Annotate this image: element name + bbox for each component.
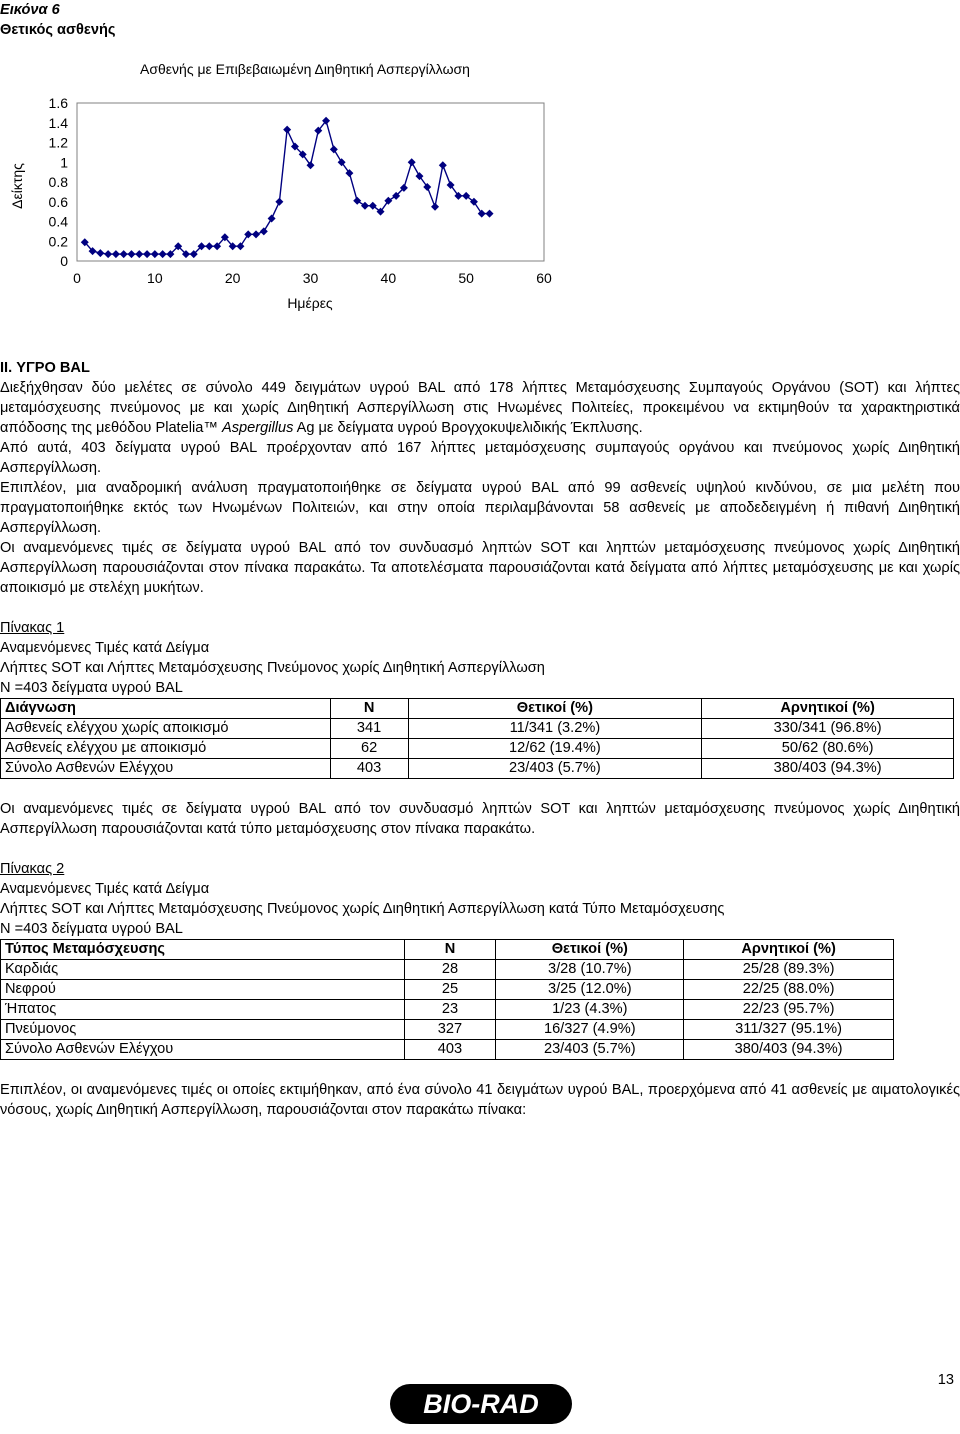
table2-header-1: N (404, 940, 496, 960)
table-cell: 62 (330, 739, 408, 759)
table1-line3: N =403 δείγματα υγρού BAL (0, 680, 183, 696)
table1-line1: Αναμενόμενες Τιμές κατά Δείγμα (0, 640, 210, 656)
x-tick-label: 0 (73, 270, 81, 286)
table2-line3: N =403 δείγματα υγρού BAL (0, 921, 183, 937)
y-axis-label: Δείκτης (9, 163, 25, 209)
data-point-marker (143, 250, 151, 258)
table-cell: 25 (404, 980, 496, 1000)
figure-heading (0, 0, 115, 40)
paragraph-1 (0, 378, 960, 438)
paragraph-1-text: Διεξήχθησαν δύο μελέτες σε σύνολο 449 δειγμάτων υγρού BAL από 178 λήπτες Μεταμόσχευσης Συμπαγούς Οργάνου (SOT) και λήπτες μεταμόσχευσης πνεύμονος με και χωρίς Διηθητική Ασπεργίλλωση στις Ηνωμένες Πολιτείες, προκειμένου να εκτιμηθούν τα χαρακτηριστικά απόδοσης της μεθόδου Platelia™ (0, 380, 960, 436)
data-point-marker (135, 250, 143, 258)
data-point-marker (120, 250, 128, 258)
data-point-marker (112, 250, 120, 258)
table-cell: 23/403 (5.7%) (408, 759, 702, 779)
table-cell: Καρδιάς (1, 960, 405, 980)
table-cell: 23/403 (5.7%) (496, 1040, 684, 1060)
table-row (1, 719, 954, 739)
table-cell: Ασθενείς ελέγχου με αποικισμό (1, 739, 331, 759)
table2-line1: Αναμενόμενες Τιμές κατά Δείγμα (0, 881, 210, 897)
x-tick-label: 60 (536, 270, 552, 286)
data-point-marker (236, 242, 244, 250)
data-point-marker (159, 250, 167, 258)
data-point-marker (283, 126, 291, 134)
y-tick-label: 0.2 (48, 233, 68, 250)
paragraph-5: Οι αναμενόμενες τιμές σε δείγματα υγρού BAL από τον συνδυασμό ληπτών SOT και ληπτών μεταμόσχευσης πνεύμονος χωρίς Διηθητική Ασπεργίλλωση παρουσιάζονται κατά τύπο μεταμόσχευσης στον πίνακα παρακάτω. (0, 801, 960, 837)
table-cell: 403 (404, 1040, 496, 1060)
table-cell: 22/23 (95.7%) (684, 1000, 894, 1020)
chart-title: Ασθενής με Επιβεβαιωμένη Διηθητική Ασπεργίλλωση (140, 61, 470, 77)
plot-frame (77, 103, 544, 261)
data-point-marker (408, 158, 416, 166)
table-cell: Σύνολο Ασθενών Ελέγχου (1, 1040, 405, 1060)
table-cell: 311/327 (95.1%) (684, 1020, 894, 1040)
table-cell: 50/62 (80.6%) (702, 739, 954, 759)
table-cell: 11/341 (3.2%) (408, 719, 702, 739)
data-point-marker (151, 250, 159, 258)
main-content (0, 358, 960, 1120)
table-cell: 23 (404, 1000, 496, 1020)
x-tick-label: 20 (224, 270, 241, 286)
line-chart (0, 44, 560, 324)
table2-label: Πίνακας 2 (0, 861, 65, 877)
table-cell: Πνεύμονος (1, 1020, 405, 1040)
y-tick-labels (49, 95, 69, 269)
table2 (0, 939, 894, 1060)
paragraph-4: Οι αναμενόμενες τιμές σε δείγματα υγρού BAL από τον συνδυασμό ληπτών SOT και ληπτών μεταμόσχευσης πνεύμονος χωρίς Διηθητική Ασπεργίλλωση παρουσιάζονται στον πίνακα παρακάτω. Τα αποτελέσματα παρουσιάζονται κατά δείγματα από λήπτες μεταμόσχευσης με και χωρίς αποικισμό με στελέχη μυκήτων. (0, 540, 960, 596)
table1-caption (0, 618, 960, 638)
data-point-marker (205, 242, 213, 250)
table-cell: Νεφρού (1, 980, 405, 1000)
data-point-marker (361, 202, 369, 210)
table2-header-3: Αρνητικοί (%) (684, 940, 894, 960)
table-cell: 380/403 (94.3%) (702, 759, 954, 779)
paragraph-2: Από αυτά, 403 δείγματα υγρού BAL προέρχονταν από 167 λήπτες μεταμόσχευσης συμπαγούς οργάνου και πνεύμονος χωρίς Διηθητική Ασπεργίλλωση. (0, 440, 960, 476)
table-row (1, 960, 894, 980)
table-cell: Ήπατος (1, 1000, 405, 1020)
series-markers (81, 117, 494, 258)
data-point-marker (353, 197, 361, 205)
table1 (0, 698, 954, 779)
page-number: 13 (937, 1372, 954, 1388)
table-cell: 16/327 (4.9%) (496, 1020, 684, 1040)
table1-header-2: Θετικοί (%) (408, 699, 702, 719)
data-point-marker (431, 203, 439, 211)
paragraph-1-italic: Aspergillus (221, 420, 294, 436)
data-point-marker (268, 215, 276, 223)
x-axis-label: Ημέρες (287, 295, 333, 311)
table-cell: 25/28 (89.3%) (684, 960, 894, 980)
table-cell: 330/341 (96.8%) (702, 719, 954, 739)
x-tick-label: 50 (458, 270, 474, 286)
data-point-marker (127, 250, 135, 258)
y-tick-label: 0 (60, 253, 68, 269)
x-tick-label: 30 (302, 270, 319, 286)
table-cell: 341 (330, 719, 408, 739)
table1-header-3: Αρνητικοί (%) (702, 699, 954, 719)
table1-header-row (1, 699, 954, 719)
table2-line2: Λήπτες SOT και Λήπτες Μεταμόσχευσης Πνεύμονος χωρίς Διηθητική Ασπεργίλλωση κατά Τύπο Μεταμόσχευσης (0, 901, 725, 917)
data-point-marker (330, 145, 338, 153)
table-row (1, 759, 954, 779)
table-row (1, 1040, 894, 1060)
table-cell: 380/403 (94.3%) (684, 1040, 894, 1060)
section-heading: II. ΥΓΡΟ BAL (0, 360, 90, 376)
x-tick-label: 10 (147, 270, 163, 286)
paragraph-3: Επιπλέον, μια αναδρομική ανάλυση πραγματοποιήθηκε σε δείγματα υγρού BAL από 99 ασθενείς υψηλού κινδύνου, σε μια μελέτη που πραγματοποιήθηκε εκτός των Ηνωμένων Πολιτειών, και στην οποία περιλαμβάνονται 58 ασθενείς με αποδεδειγμένη ή πιθανή Διηθητική Ασπεργίλλωση. (0, 480, 960, 536)
logo-mark (388, 1380, 574, 1428)
x-tick-labels (73, 270, 552, 286)
table1-line2: Λήπτες SOT και Λήπτες Μεταμόσχευσης Πνεύμονος χωρίς Διηθητική Ασπεργίλλωση (0, 660, 545, 676)
y-tick-label: 1.4 (48, 114, 68, 131)
table2-header-0: Τύπος Μεταμόσχευσης (1, 940, 405, 960)
table-cell: 327 (404, 1020, 496, 1040)
table-row (1, 980, 894, 1000)
paragraph-6: Επιπλέον, οι αναμενόμενες τιμές οι οποίες εκτιμήθηκαν, από ένα σύνολο 41 δειγμάτων υγρού BAL, προερχόμενα από 41 ασθενείς με αιματολογικές νόσους, χωρίς Διηθητική Ασπεργίλλωση, παρουσιάζονται στον παρακάτω πίνακα: (0, 1082, 960, 1118)
data-point-marker (486, 210, 494, 218)
y-tick-label: 0.4 (48, 213, 68, 230)
y-tick-label: 1.2 (48, 134, 68, 151)
logo-text: BIO-RAD (423, 1389, 539, 1419)
y-tick-label: 0.6 (48, 193, 68, 210)
data-point-marker (244, 230, 252, 238)
data-point-marker (275, 198, 283, 206)
data-point-marker (104, 250, 112, 258)
y-tick-label: 0.8 (48, 174, 68, 190)
table-cell: 3/28 (10.7%) (496, 960, 684, 980)
table1-label: Πίνακας 1 (0, 620, 65, 636)
table-cell: 22/25 (88.0%) (684, 980, 894, 1000)
data-point-marker (252, 230, 260, 238)
table1-header-0: Διάγνωση (1, 699, 331, 719)
data-point-marker (96, 249, 104, 257)
figure-subtitle: Θετικός ασθενής (0, 22, 116, 38)
data-point-marker (439, 161, 447, 169)
y-tick-label: 1 (60, 154, 68, 171)
table-cell: 12/62 (19.4%) (408, 739, 702, 759)
table-row (1, 1020, 894, 1040)
table2-header-row (1, 940, 894, 960)
figure-label: Εικόνα 6 (0, 2, 60, 18)
table1-header-1: N (330, 699, 408, 719)
data-point-marker (260, 227, 268, 235)
y-tick-label: 1.6 (48, 95, 68, 111)
table-cell: 28 (404, 960, 496, 980)
table-row (1, 739, 954, 759)
table-row (1, 1000, 894, 1020)
table2-header-2: Θετικοί (%) (496, 940, 684, 960)
table-cell: 403 (330, 759, 408, 779)
table-cell: 1/23 (4.3%) (496, 1000, 684, 1020)
table2-caption (0, 859, 960, 879)
table-cell: Ασθενείς ελέγχου χωρίς αποικισμό (1, 719, 331, 739)
x-tick-label: 40 (380, 270, 397, 286)
table-cell: 3/25 (12.0%) (496, 980, 684, 1000)
table-cell: Σύνολο Ασθενών Ελέγχου (1, 759, 331, 779)
bio-rad-logo (388, 1380, 574, 1434)
data-point-marker (478, 210, 486, 218)
paragraph-1-text-end: Ag με δείγματα υγρού Βρογχοκυψελιδικής Έκπλυσης. (293, 420, 643, 436)
